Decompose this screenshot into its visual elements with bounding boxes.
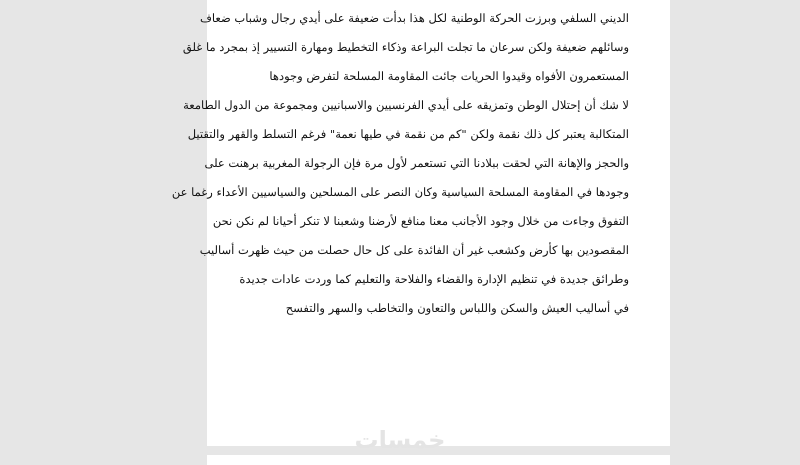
text-line: وسائلهم ضعيفة ولكن سرعان ما تجلت البراعة وذكاء التخطيط ومهارة التسيير إذ بمجرد ما غلق (182, 40, 629, 54)
text-line: الديني السلفي وبرزت الحركة الوطنية لكل هذا بدأت ضعيفة على أيدي رجال وشباب ضعاف (200, 11, 629, 25)
document-page (171, 0, 670, 454)
text-line: المتكالبة يعتبر كل ذلك نقمة ولكن "كم من نقمة في طيها نعمة" فرغم التسلط والقهر والتقتيل (187, 127, 629, 141)
text-line: والحجز والإهانة التي لحقت ببلادنا التي تستعمر لأول مرة فإن الرجولة المغربية برهنت على (204, 156, 629, 170)
text-line: التفوق وجاءت من خلال وجود الأجانب معنا منافع لأرضنا وشعبنا لا تنكر أحيانا لم نكن نحن (212, 214, 629, 228)
text-line: وطرائق جديدة في تنظيم الإدارة والقضاء والفلاحة والتعليم كما وردت عادات جديدة (239, 272, 629, 286)
text-line: وجودها في المقاومة المسلحة السياسية وكان النصر على المسلحين والسياسيين الأعداء رغما عن (171, 185, 629, 199)
text-line: المقصودين بها كأرض وكشعب غير أن الفائدة على كل حال حصلت من حيث ظهرت أساليب (199, 243, 629, 257)
next-page-edge (207, 455, 670, 465)
text-line: في أساليب العيش والسكن واللباس والتعاون والتخاطب والسهر والتفسح (285, 301, 629, 315)
text-line: لا شك أن إحتلال الوطن وتمزيقه على أيدي الفرنسيين والاسبانيين ومجموعة من الدول الطامعة (183, 98, 629, 112)
watermark-logo: خمسات (354, 426, 446, 454)
text-line: المستعمرون الأفواه وقيدوا الحريات جائت المقاومة المسلحة لتفرض وجودها (269, 69, 629, 83)
paragraph-text (171, 4, 629, 323)
